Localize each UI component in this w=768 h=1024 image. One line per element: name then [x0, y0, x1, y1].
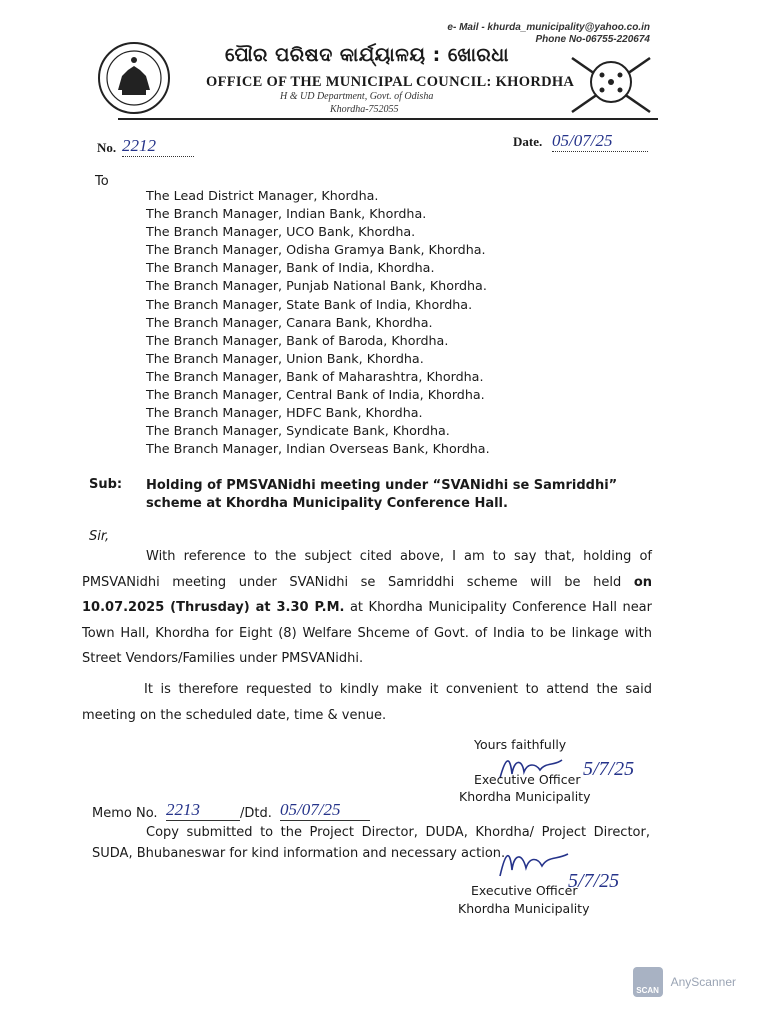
- municipality-emblem-icon: [562, 50, 662, 118]
- signatory-org-2: Khordha Municipality: [458, 901, 590, 916]
- header-phone: Phone No-06755-220674: [535, 34, 650, 45]
- recipient-item: The Branch Manager, State Bank of India, Khordha.: [146, 296, 473, 312]
- recipient-item: The Lead District Manager, Khordha.: [146, 188, 379, 203]
- body-paragraph-1: [82, 544, 652, 672]
- salutation: Sir,: [89, 529, 110, 544]
- header-title: OFFICE OF THE MUNICIPAL COUNCIL: KHORDHA: [206, 74, 575, 90]
- header-divider: [118, 118, 658, 120]
- recipient-item: The Branch Manager, Indian Bank, Khordha.: [146, 206, 427, 222]
- memo-no-value: 2213: [166, 800, 240, 821]
- recipient-item: The Branch Manager, Bank of India, Khordha.: [146, 260, 435, 276]
- header-department: H & UD Department, Govt. of Odisha: [280, 91, 434, 102]
- subject-text: Holding of PMSVANidhi meeting under “SVANidhi se Samriddhi” scheme at Khordha Municipality Conference Hall.: [146, 478, 618, 511]
- body-text: With reference to the subject cited above, I am to say that, holding of PMSVANidhi meeting under SVANidhi se Samriddhi scheme will be held: [82, 549, 652, 590]
- signatory-org: Khordha Municipality: [459, 789, 591, 804]
- recipient-item: The Branch Manager, Canara Bank, Khordha.: [146, 314, 433, 330]
- memo-dtd-label: /Dtd.: [240, 806, 272, 821]
- recipient-item: The Branch Manager, Syndicate Bank, Khordha.: [146, 423, 450, 439]
- signature-date-1: 5/7/25: [583, 758, 635, 780]
- meeting-datetime: on 10.07.2025 (Thrusday) at 3.30 P.M.: [82, 574, 652, 616]
- header-email: e- Mail - khurda_municipality@yahoo.co.in: [447, 22, 650, 33]
- recipient-item: The Branch Manager, UCO Bank, Khordha.: [146, 224, 416, 240]
- memo-copy-text: Copy submitted to the Project Director, DUDA, Khordha/ Project Director, SUDA, Bhubaneswar for kind information and necessary action.: [92, 825, 650, 861]
- signature-date-2: 5/7/25: [568, 870, 620, 892]
- body-text: at Khordha Municipality Conference Hall near Town Hall, Khordha for Eight (8) Welfare Shceme of Govt. of India to be linkage with Street Vendors/Families under PMSVANidhi.: [82, 600, 652, 667]
- letter-no-value: 2212: [122, 136, 194, 157]
- body-paragraph-2: It is therefore requested to kindly make it convenient to attend the said meeting on the scheduled date, time & venue.: [82, 682, 652, 723]
- header-address: Khordha-752055: [330, 104, 399, 115]
- recipient-item: The Branch Manager, HDFC Bank, Khordha.: [146, 405, 423, 421]
- signatory-designation-2: Executive Officer: [471, 883, 578, 898]
- to-label: To: [95, 174, 109, 189]
- header-title-odia: ପୌର ପରିଷଦ କାର୍ଯ୍ୟାଳୟ : ଖୋରଧା: [225, 44, 510, 66]
- scanner-logo-icon: [633, 967, 663, 997]
- subject-label: Sub:: [89, 477, 123, 492]
- recipient-list: [146, 187, 490, 458]
- letter-no-label: No.: [97, 140, 117, 155]
- scanner-watermark: [633, 967, 736, 997]
- recipient-item: The Branch Manager, Bank of Maharashtra, Khordha.: [146, 368, 484, 384]
- letter-date-value: 05/07/25: [552, 131, 648, 152]
- recipient-item: The Branch Manager, Odisha Gramya Bank, Khordha.: [146, 242, 486, 258]
- odisha-emblem-icon: [96, 40, 172, 116]
- recipient-item: The Branch Manager, Indian Overseas Bank, Khordha.: [146, 441, 490, 457]
- scanner-logo-text: SCAN: [636, 986, 659, 995]
- signature-icon: [496, 846, 572, 882]
- scanner-app-name: AnyScanner: [670, 975, 736, 989]
- memo-date-value: 05/07/25: [280, 800, 370, 821]
- recipient-item: The Branch Manager, Punjab National Bank, Khordha.: [146, 278, 487, 294]
- signatory-designation: Executive Officer: [474, 772, 581, 787]
- recipient-item: The Branch Manager, Union Bank, Khordha.: [146, 350, 424, 366]
- recipient-item: The Branch Manager, Bank of Baroda, Khordha.: [146, 332, 449, 348]
- recipient-item: The Branch Manager, Central Bank of India, Khordha.: [146, 387, 485, 403]
- letter-date-label: Date.: [513, 134, 543, 149]
- memo-label: Memo No.: [92, 806, 158, 821]
- closing: Yours faithfully: [474, 737, 567, 752]
